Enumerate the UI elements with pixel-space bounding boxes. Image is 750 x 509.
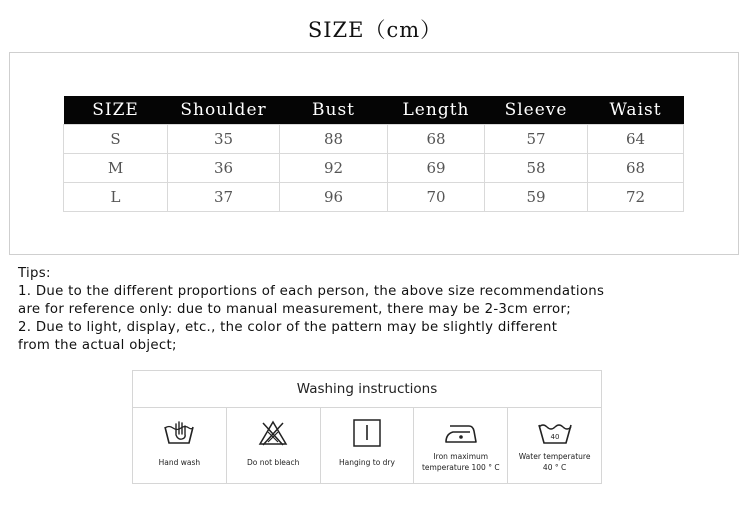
table-cell: 64 bbox=[588, 125, 684, 154]
header-size: SIZE bbox=[64, 96, 168, 125]
wash-label-line: Water temperature bbox=[518, 452, 591, 461]
table-cell: 72 bbox=[588, 183, 684, 212]
header-bust: Bust bbox=[280, 96, 388, 125]
header-waist: Waist bbox=[588, 96, 684, 125]
hang-to-dry-icon bbox=[350, 418, 384, 448]
washing-title: Washing instructions bbox=[133, 371, 601, 408]
header-length: Length bbox=[388, 96, 485, 125]
table-cell: 68 bbox=[388, 125, 485, 154]
table-cell: S bbox=[64, 125, 168, 154]
tips-heading: Tips: bbox=[18, 266, 51, 281]
washing-icons-row bbox=[133, 408, 601, 483]
wash-item-hang-to-dry bbox=[321, 408, 415, 483]
table-cell: 88 bbox=[280, 125, 388, 154]
size-table bbox=[63, 96, 684, 212]
table-cell: 68 bbox=[588, 154, 684, 183]
do-not-bleach-icon bbox=[256, 418, 290, 448]
water-temperature-icon bbox=[535, 418, 575, 448]
table-cell: M bbox=[64, 154, 168, 183]
table-cell: 69 bbox=[388, 154, 485, 183]
table-row bbox=[64, 125, 684, 154]
wash-label: Do not bleach bbox=[247, 458, 300, 467]
washing-instructions-box bbox=[132, 370, 602, 484]
table-cell: 57 bbox=[485, 125, 588, 154]
table-cell: 37 bbox=[168, 183, 280, 212]
tips-line: from the actual object; bbox=[18, 338, 177, 353]
iron-icon bbox=[441, 418, 481, 448]
table-row bbox=[64, 154, 684, 183]
header-shoulder: Shoulder bbox=[168, 96, 280, 125]
header-sleeve: Sleeve bbox=[485, 96, 588, 125]
wash-label: Hand wash bbox=[158, 458, 201, 467]
table-header-row bbox=[64, 96, 684, 125]
table-cell: 58 bbox=[485, 154, 588, 183]
table-cell: 59 bbox=[485, 183, 588, 212]
wash-label-line: Iron maximum bbox=[433, 452, 489, 461]
table-row bbox=[64, 183, 684, 212]
table-cell: 92 bbox=[280, 154, 388, 183]
table-cell: L bbox=[64, 183, 168, 212]
table-cell: 36 bbox=[168, 154, 280, 183]
tips-line: 1. Due to the different proportions of each person, the above size recommendations bbox=[18, 284, 605, 299]
tips-line: 2. Due to light, display, etc., the color of the pattern may be slightly different bbox=[18, 320, 558, 335]
wash-label bbox=[414, 451, 507, 473]
wash-label-line: 40 ° C bbox=[542, 463, 567, 472]
water-temperature-value: 40 bbox=[550, 433, 560, 441]
wash-item-do-not-bleach bbox=[227, 408, 321, 483]
wash-item-water-temperature bbox=[508, 408, 601, 483]
table-cell: 96 bbox=[280, 183, 388, 212]
wash-label bbox=[508, 451, 601, 473]
hand-wash-icon bbox=[160, 418, 198, 448]
table-cell: 70 bbox=[388, 183, 485, 212]
wash-item-iron bbox=[414, 408, 508, 483]
wash-item-hand-wash bbox=[133, 408, 227, 483]
tips-section bbox=[18, 265, 604, 355]
table-cell: 35 bbox=[168, 125, 280, 154]
tips-line: are for reference only: due to manual measurement, there may be 2-3cm error; bbox=[18, 302, 572, 317]
size-chart-panel bbox=[9, 52, 739, 255]
wash-label: Hanging to dry bbox=[339, 458, 395, 467]
wash-label-line: temperature 100 ° C bbox=[421, 463, 500, 472]
page-title: SIZE（cm） bbox=[307, 18, 443, 42]
